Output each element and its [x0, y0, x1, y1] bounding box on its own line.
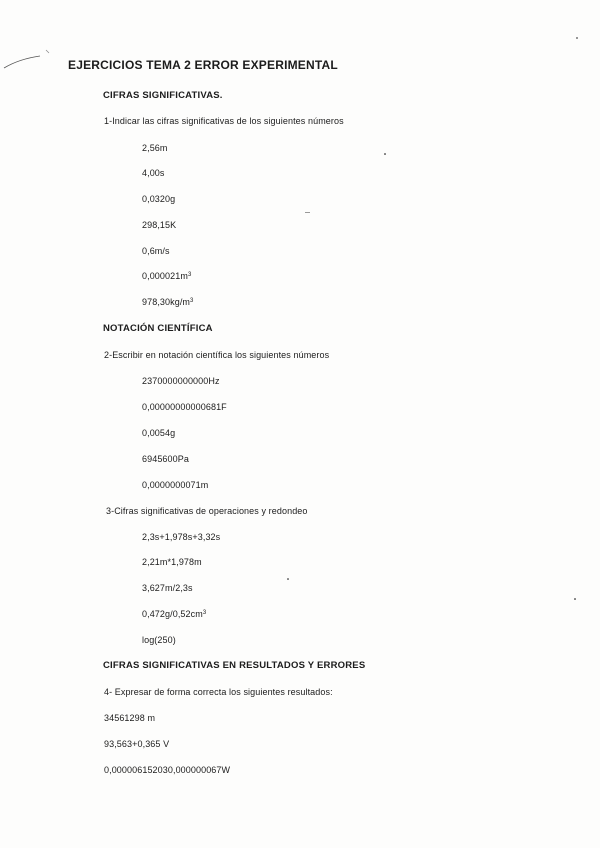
list-item: 298,15K [142, 220, 177, 230]
scan-speck [287, 578, 289, 580]
section-1-instruction: 1-Indicar las cifras significativas de los siguientes números [104, 116, 344, 126]
list-item: 93,563+0,365 V [104, 739, 170, 749]
list-item: 0,0054g [142, 428, 176, 438]
list-item: $978,30kg/m^3$ [142, 297, 194, 307]
scan-speck [305, 212, 310, 213]
list-item: log(250) [142, 635, 176, 645]
list-item: 3,627m/2,3s [142, 583, 193, 593]
list-item: 2,56m [142, 143, 168, 153]
scan-speck [384, 153, 386, 155]
section-4-instruction: 4- Expresar de forma correcta los siguientes resultados: [104, 687, 333, 697]
list-item: 2,3s+1,978s+3,32s [142, 532, 221, 542]
list-item: 34561298 m [104, 713, 156, 723]
list-item: 0,00000000000681F [142, 402, 227, 412]
list-item: 0,0320g [142, 194, 176, 204]
section-1-heading: CIFRAS SIGNIFICATIVAS. [103, 90, 223, 101]
section-2-heading: NOTACIÓN CIENTÍFICA [103, 323, 213, 334]
list-item: 2370000000000Hz [142, 376, 220, 386]
pen-scratch-mark [0, 46, 60, 76]
list-item: 6945600Pa [142, 454, 189, 464]
list-item: 0,0000000071m [142, 480, 209, 490]
list-item: 0,6m/s [142, 246, 170, 256]
list-item: $0,000021m^3$ [142, 271, 192, 281]
section-4-heading: CIFRAS SIGNIFICATIVAS EN RESULTADOS Y ERRORES [103, 660, 366, 671]
list-item: 2,21m*1,978m [142, 557, 202, 567]
list-item: 0,000006152030,000000067W [104, 765, 231, 775]
section-3-instruction: 3-Cifras significativas de operaciones y redondeo [106, 506, 308, 516]
scan-speck [574, 598, 576, 600]
list-item: $0,472g/0,52cm^3$ [142, 609, 207, 619]
scan-speck [576, 37, 578, 39]
section-2-instruction: 2-Escribir en notación científica los siguientes números [104, 350, 330, 360]
page-title: EJERCICIOS TEMA 2 ERROR EXPERIMENTAL [68, 58, 338, 72]
list-item: 4,00s [142, 168, 165, 178]
